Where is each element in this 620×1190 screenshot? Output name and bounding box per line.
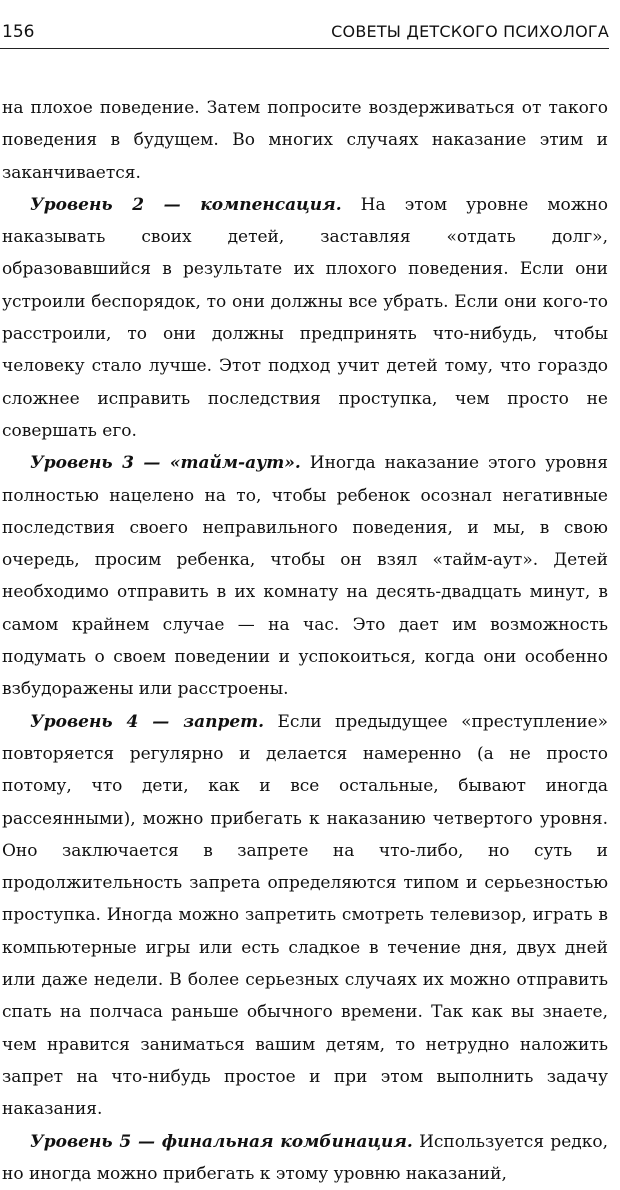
paragraph-level-4 [2, 706, 608, 1126]
paragraph-lead: Уровень 4 — запрет. [30, 712, 264, 732]
paragraph-text: Если предыдущее «преступление» повторяется регулярно и делается намеренно (а не просто потому, что дети, как и все остальные, бывают иногда рассеянными), можно прибегать к наказанию четвертого уровня. Оно заключается в запрете на что-либо, но суть и продолжительность запрета определяются типом и серьезностью проступка. Иногда можно запретить смотреть телевизор, играть в компьютерные игры или есть сладкое в течение дня, двух дней или даже недели. В более серьезных случаях их можно отправить спать на полчаса раньше обычного времени. Так как вы знаете, чем нравится заниматься вашим детям, то нетрудно наложить запрет на что-нибудь простое и при этом выполнить задачу наказания. [2, 712, 608, 1120]
paragraph-text: Иногда наказание этого уровня полностью нацелено на то, чтобы ребенок осознал негативные последствия своего неправильного поведения, и мы, в свою очередь, просим ребенка, чтобы он взял «тайм-аут». Детей необходимо отправить в их комнату на десять-двадцать минут, в самом крайнем случае — на час. Это дает им возможность подумать о своем поведении и успокоиться, когда они особенно взбудоражены или расстроены. [2, 453, 608, 699]
page-number: 156 [2, 22, 34, 42]
paragraph-level-2 [2, 189, 608, 447]
paragraph-text: на плохое поведение. Затем попросите воздерживаться от такого поведения в будущем. Во многих случаях наказание этим и заканчивается. [2, 98, 608, 183]
running-title: СОВЕТЫ ДЕТСКОГО ПСИХОЛОГА [331, 22, 609, 41]
paragraph-level-3 [2, 447, 608, 705]
paragraph-lead: Уровень 3 — «тайм-аут». [30, 453, 301, 473]
paragraph-lead: Уровень 2 — компенсация. [30, 195, 342, 215]
paragraph-continuation [2, 92, 608, 189]
body-text [2, 92, 608, 1190]
paragraph-lead: Уровень 5 — финальная комбинация. [30, 1132, 413, 1152]
paragraph-text: На этом уровне можно наказывать своих детей, заставляя «отдать долг», образовавшийся в результате их плохого поведения. Если они устроили беспорядок, то они должны все убрать. Если они кого-то расстроили, то они должны предпринять что-нибудь, чтобы человеку стало лучше. Этот подход учит детей тому, что гораздо сложнее исправить последствия проступка, чем просто не совершать его. [2, 195, 608, 441]
paragraph-text: Используется редко, но иногда можно прибегать к этому уровню наказаний, [2, 1132, 608, 1184]
paragraph-level-5 [2, 1126, 608, 1190]
running-header [0, 18, 609, 49]
